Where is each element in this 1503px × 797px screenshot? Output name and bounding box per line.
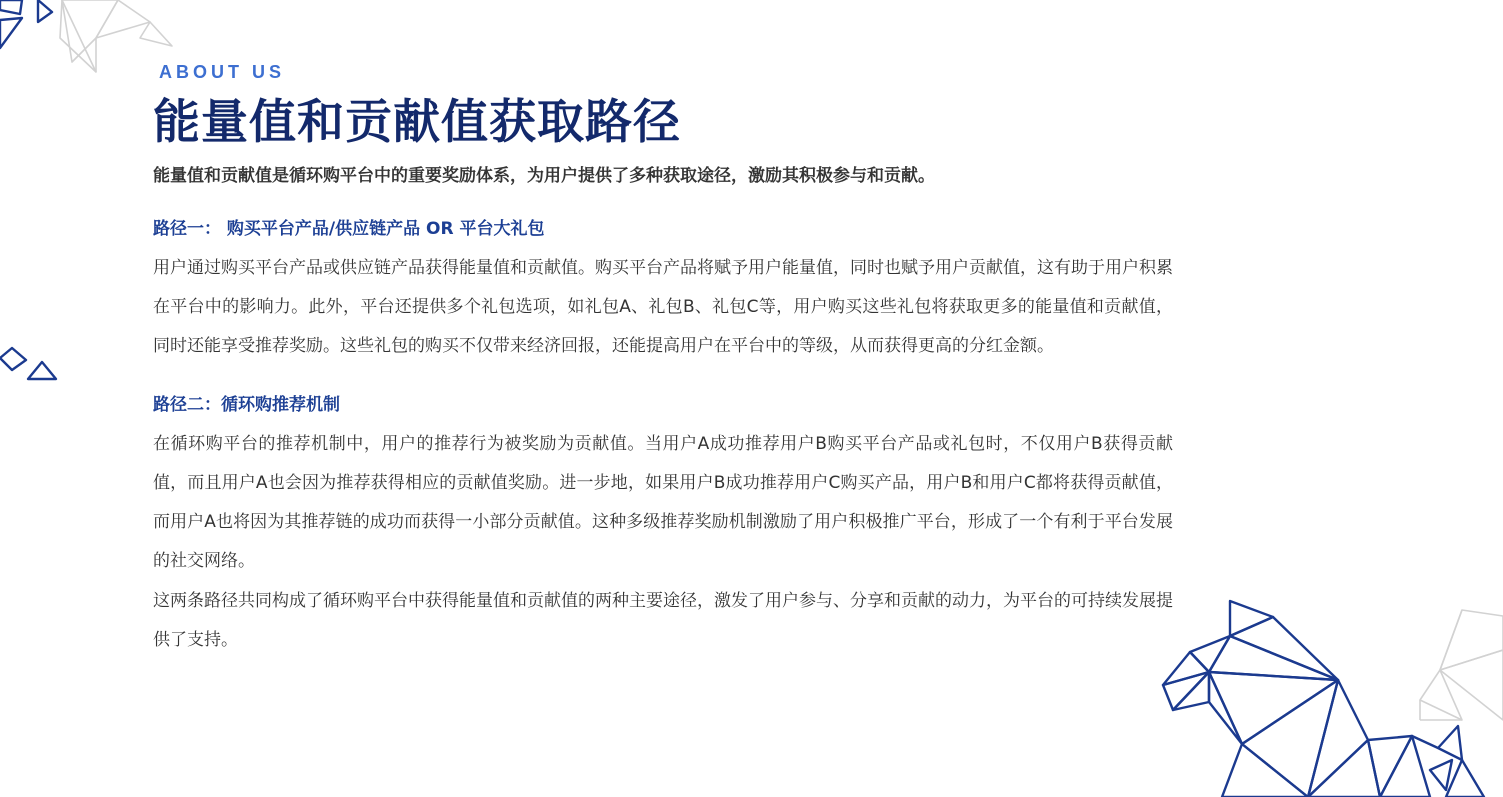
bottom-right-dark-network-icon	[1163, 601, 1484, 797]
intro-text: 能量值和贡献值是循环购平台中的重要奖励体系，为用户提供了多种获取途径，激励其积极参与和贡献。	[153, 166, 935, 186]
page-title: 能量值和贡献值获取路径	[153, 95, 681, 150]
path-one-body: 用户通过购买平台产品或供应链产品获得能量值和贡献值。购买平台产品将赋予用户能量值，同时也赋予用户贡献值，这有助于用户积累在平台中的影响力。此外，平台还提供多个礼包选项，如礼包A、礼包B、礼包C等，用户购买这些礼包将获取更多的能量值和贡献值，同时还能享受推荐奖励。这些礼包的购买不仅带来经济回报，还能提高用户在平台中的等级，从而获得更高的分红金额。	[153, 258, 1173, 356]
conclusion-text: 这两条路径共同构成了循环购平台中获得能量值和贡献值的两种主要途径，激发了用户参与、分享和贡献的动力，为平台的可持续发展提供了支持。	[153, 591, 1173, 650]
path-one-heading: 路径一： 购买平台产品/供应链产品 OR 平台大礼包	[153, 219, 545, 239]
left-small-triangle-icon	[0, 348, 56, 379]
about-us-label: ABOUT US	[159, 62, 285, 82]
bottom-right-light-network-icon	[1420, 610, 1503, 720]
content-area	[153, 60, 1173, 660]
path-two-heading: 路径二：循环购推荐机制	[153, 395, 340, 415]
top-left-polygon-icon	[0, 0, 172, 72]
path-two-body: 在循环购平台的推荐机制中，用户的推荐行为被奖励为贡献值。当用户A成功推荐用户B购买平台产品或礼包时，不仅用户B获得贡献值，而且用户A也会因为推荐获得相应的贡献值奖励。进一步地，如果用户B成功推荐用户C购买产品，用户B和用户C都将获得贡献值，而用户A也将因为其推荐链的成功而获得一小部分贡献值。这种多级推荐奖励机制激励了用户积极推广平台，形成了一个有利于平台发展的社交网络。	[153, 434, 1173, 571]
